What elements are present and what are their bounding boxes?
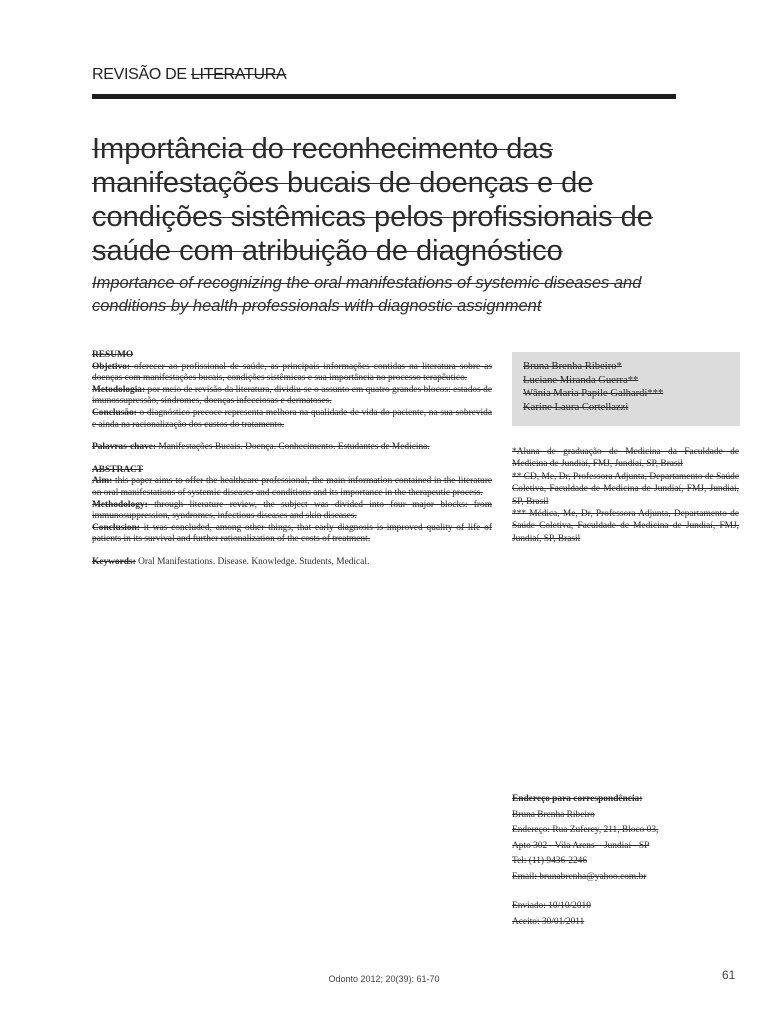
abstract-aim-text: this paper aims to offer the healthcare professional, the main information contained in the literature on oral manifestations of systemic diseases and conditions and its importance in the therapeutic process. [92, 476, 492, 498]
correspondence-address: Endereço: Rua Zuferey, 211, Bloco 03, [512, 825, 659, 835]
resumo-objetivo-label: Objetivo: [92, 361, 131, 372]
affiliation: *** Médica, Me, Dr, Professora Adjunta, Departamento de Saúde Coletiva, Faculdade de Medicina de Jundiaí, FMJ, Jundiaí, SP, Brasil [512, 509, 739, 544]
abstract-methodology [92, 500, 492, 523]
page-number: 61 [722, 968, 736, 982]
resumo-keywords-text: Manifestações Bucais. Doença. Conhecimento. Estudantes de Medicina. [156, 442, 430, 453]
resumo-metodologia [92, 385, 492, 408]
resumo-objetivo-text: oferecer ao profissional de saúde, as principais informações contidas na literatura sobre as doenças com manifestações bucais, condições sistêmicas e sua importância no processo terapêutico. [92, 361, 492, 384]
abstract-column [92, 350, 492, 569]
author-name: Karine Laura Cortellazzi [523, 401, 629, 413]
correspondence-heading: Endereço para correspondência: [512, 794, 643, 804]
abstract-conclusion-text: it was concluded, among other things, that early diagnosis is improved quality of life of patients in its survival and further rationalization of the costs of treatment. [92, 522, 492, 545]
footer-citation: Odonto 2012; 20(39): 61-70 [328, 974, 440, 984]
abstract-keywords-text: Oral Manifestations. Disease. Knowledge. Students, Medical. [135, 556, 370, 567]
date-sent: Enviado: 10/10/2010 [512, 901, 591, 911]
resumo-objetivo [92, 362, 492, 385]
article-title-pt: Importância do reconhecimento das manifestações bucais de doenças e de condições sistêmicas pelos profissionais de saúde com atribuição de diagnóstico [92, 133, 653, 267]
affiliation: *Aluna de graduação de Medicina da Faculdade de Medicina de Jundiaí, FMJ, Jundiaí, SP, Brasil [512, 447, 739, 470]
section-label-part1: REVISÃO DE [92, 66, 191, 83]
author-name: Wânia Maria Papile Galhardi*** [523, 388, 664, 399]
article-title-en: Importance of recognizing the oral manifestations of systemic diseases and conditions by health professionals with diagnostic assignment [92, 274, 642, 315]
resumo-metodologia-text: por meio de revisão da literatura, dividiu-se o assunto em quatro grandes blocos: estados de imunossupressão, síndromes, doenças infecciosas e dermatoses. [92, 384, 492, 407]
correspondence-email: Email: brunabrenha@yahoo.com.br [512, 871, 647, 882]
abstract-methodology-label: Methodology: [92, 499, 148, 510]
section-label [92, 66, 286, 84]
abstract-keywords-label: Keywords: [92, 556, 136, 567]
resumo-metodologia-label: Metodologia: [92, 384, 146, 395]
resumo-keywords-label: Palavras-chave: [92, 442, 157, 453]
abstract-conclusion-label: Conclusion: [92, 522, 140, 533]
resumo-heading: RESUMO [92, 350, 134, 360]
abstract-conclusion [92, 523, 492, 546]
affiliation: ** CD, Me, Dr, Professora Adjunta, Departamento de Saúde Coletiva, Faculdade de Medicina de Jundiaí, FMJ, Jundiaí, SP, Brasil [512, 471, 739, 507]
correspondence-phone: Tel: (11) 9436-2246 [512, 856, 588, 866]
section-label-part2: LITERATURA [190, 66, 287, 83]
author-name: Luciane Miranda Guerra** [523, 374, 639, 386]
correspondence [512, 792, 739, 930]
affiliations [512, 446, 739, 545]
abstract-keywords [92, 557, 492, 569]
section-rule [92, 94, 676, 99]
correspondence-address: Apto 302 - Vila Arens – Jundiaí - SP [512, 840, 650, 851]
authors-box [512, 352, 740, 426]
resumo-conclusao-text: o diagnóstico precoce representa melhora na qualidade de vida do paciente, na sua sobrevida e ainda na racionalização dos custos do tratamento. [92, 407, 492, 430]
correspondence-name: Bruna Brenha Ribeiro [512, 809, 595, 820]
resumo-conclusao-label: Conclusão: [92, 407, 137, 418]
author-name: Bruna Brenha Ribeiro* [523, 361, 622, 372]
resumo-keywords [92, 442, 492, 454]
abstract-aim-label: Aim: [92, 476, 113, 487]
abstract-aim [92, 476, 492, 499]
abstract-methodology-text: through literature review, the subject was divided into four major blocks: from immunosuppression, syndromes, infectious diseases and skin diseases. [92, 499, 492, 522]
date-accepted: Aceito: 30/01/2011 [512, 916, 585, 927]
resumo-conclusao [92, 408, 492, 431]
abstract-heading: ABSTRACT [92, 464, 144, 475]
